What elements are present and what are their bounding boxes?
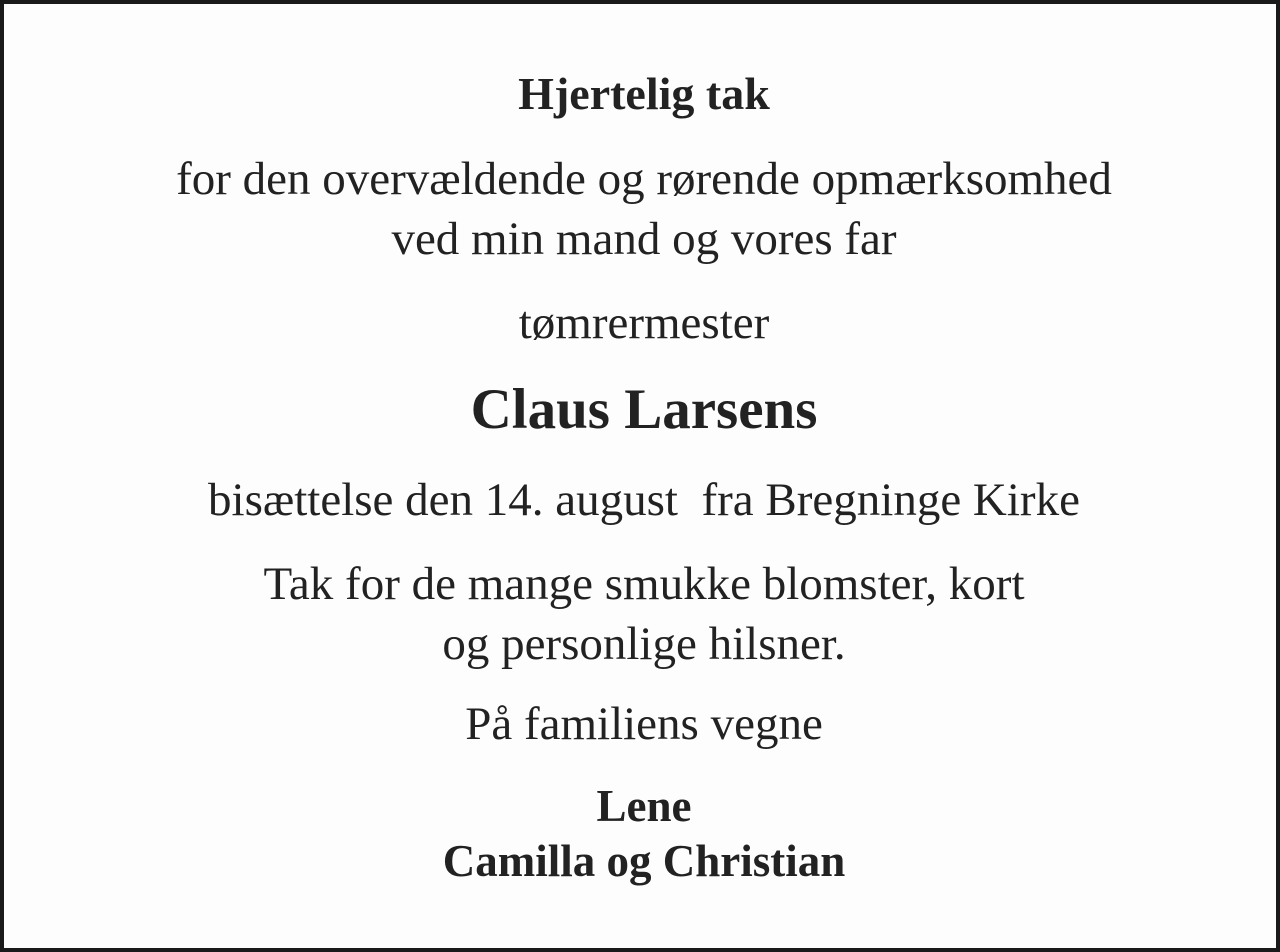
funeral-details: bisættelse den 14. august fra Bregninge Kirke <box>208 474 1080 526</box>
thanks-line-1: Tak for de mange smukke blomster, kort <box>263 558 1025 610</box>
deceased-occupation: tømrermester <box>518 297 770 349</box>
thanks-line-2: og personlige hilsner. <box>442 618 846 670</box>
notice-heading: Hjertelig tak <box>518 68 770 119</box>
notice-body-line-2: ved min mand og vores far <box>391 213 897 265</box>
signature-line-1: Lene <box>596 781 692 831</box>
deceased-name: Claus Larsens <box>470 378 818 441</box>
notice-body-line-1: for den overvældende og rørende opmærksomhed <box>176 153 1112 205</box>
signature-line-2: Camilla og Christian <box>442 836 846 886</box>
on-behalf-line: På familiens vegne <box>465 698 823 750</box>
